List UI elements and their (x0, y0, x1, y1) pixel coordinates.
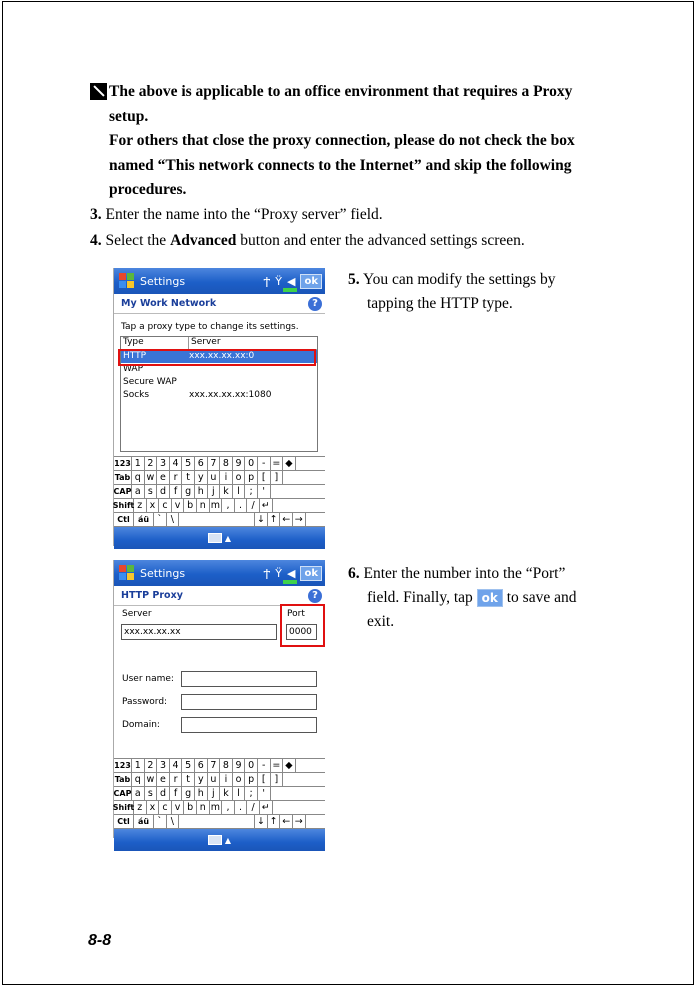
key[interactable]: h (195, 485, 208, 498)
keyboard-row (114, 457, 325, 471)
signal-icon[interactable]: Ÿ (275, 566, 282, 580)
device-screenshot-http-proxy (112, 560, 325, 845)
note-line-1: The above is applicable to an office environment that requires a Proxy (109, 83, 573, 100)
key[interactable]: k (220, 787, 233, 800)
input-menu-caret-icon[interactable]: ▲ (224, 835, 232, 845)
key[interactable]: r (170, 773, 183, 786)
key[interactable]: a (132, 485, 145, 498)
key[interactable]: ' (258, 787, 271, 800)
key[interactable]: z (134, 801, 147, 814)
key[interactable]: x (147, 499, 160, 512)
key[interactable]: k (220, 485, 233, 498)
keyboard-row (114, 513, 325, 527)
key[interactable]: f (170, 787, 183, 800)
key[interactable]: . (235, 801, 248, 814)
step-5-number: 5. (348, 271, 360, 288)
key[interactable]: y (195, 773, 208, 786)
space-key[interactable] (179, 513, 255, 526)
key[interactable]: [ (258, 471, 271, 484)
key[interactable]: ] (271, 773, 284, 786)
page-header (114, 294, 325, 314)
list-row-socks[interactable] (121, 389, 317, 402)
page-header (114, 586, 325, 606)
keyboard-row (114, 471, 325, 485)
key[interactable]: 6 (195, 457, 208, 470)
server-input[interactable]: xxx.xx.xx.xx (121, 624, 277, 640)
network-name: My Work Network (121, 298, 217, 309)
key[interactable]: h (195, 787, 208, 800)
key[interactable]: e (157, 773, 170, 786)
key[interactable]: = (271, 457, 284, 470)
key[interactable]: 8 (220, 457, 233, 470)
key[interactable]: n (197, 499, 210, 512)
keyboard-row (114, 499, 325, 513)
key[interactable]: ↵ (260, 801, 273, 814)
highlight-box (280, 604, 325, 647)
key[interactable]: áü (134, 513, 154, 526)
key[interactable]: l (233, 787, 246, 800)
page-number: 8-8 (88, 932, 112, 949)
key[interactable]: 2 (145, 759, 158, 772)
key[interactable]: áü (134, 815, 154, 828)
key[interactable]: 1 (132, 457, 145, 470)
key[interactable]: 7 (208, 457, 221, 470)
key[interactable]: 4 (170, 759, 183, 772)
menu-bar (114, 527, 325, 549)
key[interactable]: ↑ (268, 513, 281, 526)
key[interactable]: 4 (170, 457, 183, 470)
key[interactable]: \ (167, 513, 180, 526)
user-name-label: User name: (122, 674, 174, 684)
key[interactable]: l (233, 485, 246, 498)
http-proxy-title: HTTP Proxy (121, 590, 183, 601)
key[interactable]: - (258, 457, 271, 470)
step-3-text: Enter the name into the “Proxy server” field. (105, 206, 383, 223)
step-6 (348, 562, 576, 634)
key[interactable]: 9 (233, 759, 246, 772)
server-label: Server (122, 609, 152, 619)
note-block (90, 80, 610, 203)
key[interactable]: w (145, 773, 158, 786)
key[interactable]: 0 (245, 759, 258, 772)
key[interactable]: d (157, 787, 170, 800)
keyboard-row (114, 815, 325, 829)
key[interactable]: , (222, 499, 235, 512)
key[interactable]: e (157, 471, 170, 484)
windows-start-icon[interactable] (118, 564, 136, 582)
key[interactable]: u (208, 471, 221, 484)
key[interactable]: 123 (114, 761, 131, 770)
key[interactable]: / (247, 801, 260, 814)
key[interactable]: i (220, 773, 233, 786)
key[interactable]: ` (154, 815, 167, 828)
key[interactable]: z (134, 499, 147, 512)
key[interactable]: n (197, 801, 210, 814)
keyboard-row (114, 485, 325, 499)
key[interactable]: t (182, 773, 195, 786)
user-name-input[interactable] (181, 671, 317, 687)
signal-icon[interactable]: Ÿ (275, 274, 282, 288)
domain-label: Domain: (122, 720, 160, 730)
row-type: WAP (123, 364, 143, 374)
step-6-line-3: exit. (367, 613, 395, 630)
note-pencil-icon (90, 83, 107, 100)
key[interactable]: m (210, 499, 223, 512)
key[interactable]: u (208, 773, 221, 786)
step-6-line-2-pre: field. Finally, tap (367, 589, 473, 606)
key[interactable]: b (184, 801, 197, 814)
soft-keyboard[interactable] (114, 758, 325, 829)
key[interactable]: \ (167, 815, 180, 828)
key[interactable]: ↵ (260, 499, 273, 512)
key[interactable]: Shift (112, 501, 135, 510)
step-4-pre: Select the (105, 232, 171, 249)
key[interactable]: 123 (114, 459, 131, 468)
domain-input[interactable] (181, 717, 317, 733)
key[interactable]: 8 (220, 759, 233, 772)
key[interactable]: ◆ (283, 457, 296, 470)
soft-keyboard[interactable] (114, 456, 325, 527)
key[interactable]: 2 (145, 457, 158, 470)
step-3 (90, 203, 383, 227)
note-line-5: procedures. (109, 181, 187, 198)
key[interactable]: j (208, 485, 221, 498)
key[interactable]: g (182, 787, 195, 800)
key[interactable]: CAP (113, 789, 132, 798)
battery-icon (283, 580, 297, 584)
key[interactable]: → (293, 513, 306, 526)
key[interactable]: y (195, 471, 208, 484)
password-input[interactable] (181, 694, 317, 710)
key[interactable]: 6 (195, 759, 208, 772)
key[interactable]: → (293, 815, 306, 828)
note-line-4: named “This network connects to the Internet” and skip the following (109, 156, 572, 174)
key[interactable]: c (159, 801, 172, 814)
key[interactable]: Tab (114, 775, 131, 784)
column-server: Server (191, 337, 221, 347)
key[interactable]: 3 (157, 759, 170, 772)
step-5-line-2: tapping the HTTP type. (367, 295, 513, 312)
key[interactable]: j (208, 787, 221, 800)
key[interactable]: a (132, 787, 145, 800)
key[interactable]: ↓ (255, 513, 268, 526)
help-icon[interactable]: ? (308, 297, 322, 311)
key[interactable]: ← (280, 815, 293, 828)
key[interactable]: v (172, 801, 185, 814)
port-label: Port (287, 609, 305, 619)
key[interactable]: 9 (233, 457, 246, 470)
step-4-bold: Advanced (170, 232, 237, 249)
ok-button[interactable]: ok (300, 566, 322, 581)
row-server: xxx.xx.xx.xx:1080 (189, 390, 272, 400)
key[interactable]: Shift (112, 803, 135, 812)
highlight-box (118, 349, 316, 366)
key[interactable]: b (184, 499, 197, 512)
key[interactable]: s (145, 485, 158, 498)
key[interactable]: 5 (182, 457, 195, 470)
instruction-text: Tap a proxy type to change its settings. (121, 322, 299, 332)
key[interactable]: r (170, 471, 183, 484)
connectivity-icon[interactable]: Ϯ (263, 274, 271, 288)
key[interactable]: i (220, 471, 233, 484)
key[interactable]: Tab (114, 473, 131, 482)
input-menu-caret-icon[interactable]: ▲ (224, 533, 232, 543)
windows-start-icon[interactable] (118, 272, 136, 290)
key[interactable]: p (245, 773, 258, 786)
column-type: Type (121, 337, 189, 349)
volume-icon[interactable]: ◀︎ (287, 274, 296, 288)
key[interactable]: . (235, 499, 248, 512)
step-4 (90, 229, 525, 253)
key[interactable]: v (172, 499, 185, 512)
step-6-number: 6. (348, 565, 360, 582)
key[interactable]: w (145, 471, 158, 484)
key[interactable]: ] (271, 471, 284, 484)
key[interactable]: ; (245, 485, 258, 498)
key[interactable]: ◆ (283, 759, 296, 772)
key[interactable]: o (233, 773, 246, 786)
key[interactable]: p (245, 471, 258, 484)
row-type: Secure WAP (123, 377, 177, 387)
keyboard-row (114, 773, 325, 787)
step-5 (348, 268, 556, 316)
row-type: HTTP (123, 351, 147, 361)
key[interactable]: Ctl (114, 815, 134, 828)
row-server: xxx.xx.xx.xx:0 (189, 351, 255, 361)
key[interactable]: s (145, 787, 158, 800)
key[interactable]: Ctl (114, 513, 134, 526)
key[interactable]: 3 (157, 457, 170, 470)
ok-button[interactable]: ok (300, 274, 322, 289)
keyboard-row (114, 801, 325, 815)
keyboard-row (114, 787, 325, 801)
key[interactable]: m (210, 801, 223, 814)
proxy-type-list[interactable] (120, 336, 318, 452)
step-6-line-1: Enter the number into the “Port” (363, 565, 566, 582)
list-row-secure-wap[interactable] (121, 376, 317, 389)
key[interactable]: q (132, 471, 145, 484)
connectivity-icon[interactable]: Ϯ (263, 566, 271, 580)
key[interactable]: ← (280, 513, 293, 526)
key[interactable]: f (170, 485, 183, 498)
key[interactable]: / (247, 499, 260, 512)
key[interactable]: [ (258, 773, 271, 786)
key[interactable]: ` (154, 513, 167, 526)
key[interactable]: 7 (208, 759, 221, 772)
title-bar-title: Settings (140, 274, 186, 288)
keyboard-icon[interactable] (208, 533, 222, 543)
note-line-2: setup. (109, 107, 149, 125)
key[interactable]: o (233, 471, 246, 484)
key[interactable]: g (182, 485, 195, 498)
step-3-number: 3. (90, 206, 102, 223)
key[interactable]: ; (245, 787, 258, 800)
key[interactable]: 0 (245, 457, 258, 470)
step-5-line-1: You can modify the settings by (362, 271, 556, 288)
key[interactable]: CAP (113, 487, 132, 496)
key[interactable]: q (132, 773, 145, 786)
key[interactable]: ' (258, 485, 271, 498)
step-4-post: button and enter the advanced settings screen. (236, 232, 525, 249)
key[interactable]: t (182, 471, 195, 484)
keyboard-icon[interactable] (208, 835, 222, 845)
help-icon[interactable]: ? (308, 589, 322, 603)
keyboard-row (114, 759, 325, 773)
key[interactable]: c (159, 499, 172, 512)
volume-icon[interactable]: ◀︎ (287, 566, 296, 580)
title-bar (114, 268, 325, 294)
key[interactable]: 5 (182, 759, 195, 772)
key[interactable]: - (258, 759, 271, 772)
menu-bar (114, 829, 325, 851)
key[interactable]: 1 (132, 759, 145, 772)
space-key[interactable] (179, 815, 255, 828)
title-bar-title: Settings (140, 566, 186, 580)
key[interactable]: , (222, 801, 235, 814)
row-type: Socks (123, 390, 150, 400)
key[interactable]: d (157, 485, 170, 498)
key[interactable]: x (147, 801, 160, 814)
step-6-line-2-post: to save and (506, 589, 577, 606)
step-4-number: 4. (90, 232, 102, 249)
title-bar (114, 560, 325, 586)
note-line-3: For others that close the proxy connection, please do not check the box (109, 132, 575, 149)
port-input[interactable]: 0000 (286, 624, 317, 640)
device-screenshot-proxy-list (113, 268, 325, 546)
battery-icon (283, 288, 297, 292)
key[interactable]: ↓ (255, 815, 268, 828)
ok-button-inline: ok (477, 589, 503, 607)
password-label: Password: (122, 697, 168, 707)
key[interactable]: ↑ (268, 815, 281, 828)
key[interactable]: = (271, 759, 284, 772)
